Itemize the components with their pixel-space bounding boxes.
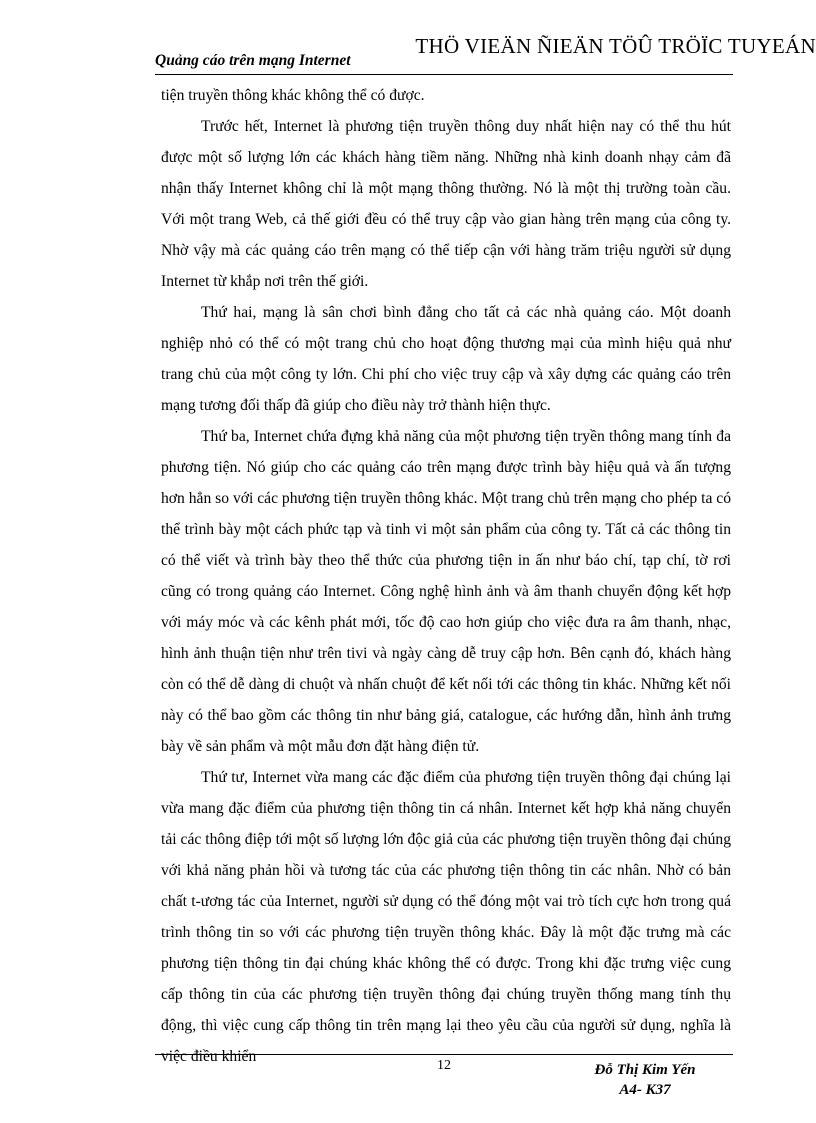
page-body [161, 80, 731, 1072]
paragraph-continuation: tiện truyền thông khác không thể có được. [161, 87, 425, 104]
author-class: A4- K37 [619, 1082, 671, 1098]
author-name: Đỗ Thị Kim Yến [594, 1062, 696, 1078]
paragraph-fourth: Thứ tư, Internet vừa mang các đặc điểm của phương tiện truyền thông đại chúng lại vừa mang đặc điểm của phương tiện thông tin cá nhân. Internet kết hợp khả năng chuyển tải các thông điệp tới một số lượng lớn độc giả của các phương tiện truyền thông đại chúng với khả năng phản hồi và tương tác của các phương tiện thông tin các nhân. Nhờ có bản chất t-ương tác của Internet, người sử dụng có thể đóng một vai trò tích cực hơn trong quá trình thông tin so với các phương tiện truyền thông khác. Đây là một đặc trưng mà các phương tiện thông tin đại chúng khác không thể có được. Trong khi đặc trưng việc cung cấp thông tin của các phương tiện truyền thông đại chúng truyền thống mang tính thụ động, thì việc cung cấp thông tin trên mạng lại theo yêu cầu của người sử dụng, nghĩa là việc điều khiển [161, 769, 731, 1065]
footer-divider [155, 1054, 733, 1055]
author-signature [575, 1060, 715, 1100]
header-divider [155, 74, 733, 75]
running-header-title: Quảng cáo trên mạng Internet [155, 52, 351, 69]
paragraph-first: Trước hết, Internet là phương tiện truyền thông duy nhất hiện nay có thể thu hút được một số lượng lớn các khách hàng tiềm năng. Những nhà kinh doanh nhạy cảm đã nhận thấy Internet không chỉ là một mạng thông thường. Nó là một thị trường toàn cầu. Với một trang Web, cả thế giới đều có thể truy cập vào gian hàng trên mạng của công ty. Nhờ vậy mà các quảng cáo trên mạng có thể tiếp cận với hàng trăm triệu người sử dụng Internet từ khắp nơi trên thế giới. [161, 118, 731, 290]
paragraph-third: Thứ ba, Internet chứa đựng khả năng của một phương tiện tryền thông mang tính đa phương tiện. Nó giúp cho các quảng cáo trên mạng được trình bày hiệu quả và ấn tượng hơn hẳn so với các phương tiện truyền thông khác. Một trang chủ trên mạng cho phép ta có thể trình bày một cách phức tạp và tinh vi một sản phẩm của công ty. Tất cả các thông tin có thể viết và trình bày theo thể thức của phương tiện in ấn như báo chí, tạp chí, tờ rơi cũng có trong quảng cáo Internet. Công nghệ hình ảnh và âm thanh chuyển động kết hợp với máy móc và các kênh phát mới, tốc độ cao hơn giúp cho việc đưa ra âm thanh, nhạc, hình ảnh thuận tiện như trên tivi và ngày càng dễ truy cập hơn. Bên cạnh đó, khách hàng còn có thể dễ dàng di chuột và nhấn chuột để kết nối tới các thông tin khác. Những kết nối này có thể bao gồm các thông tin như bảng giá, catalogue, các hướng dẫn, hình ảnh trưng bày về sản phẩm và một mẫu đơn đặt hàng điện tử. [161, 428, 731, 755]
library-watermark: THÖ VIEÄN ÑIEÄN TÖÛ TRÖÏC TUYEÁN [415, 34, 816, 58]
paragraph-second: Thứ hai, mạng là sân chơi bình đẳng cho tất cả các nhà quảng cáo. Một doanh nghiệp nhỏ có thể có một trang chủ cho hoạt động thương mại của mình hiệu quả như trang chủ của một công ty lớn. Chi phí cho việc truy cập và xây dựng các quảng cáo trên mạng tương đối thấp đã giúp cho điều này trở thành hiện thực. [161, 304, 731, 414]
page-number: 12 [437, 1058, 451, 1073]
